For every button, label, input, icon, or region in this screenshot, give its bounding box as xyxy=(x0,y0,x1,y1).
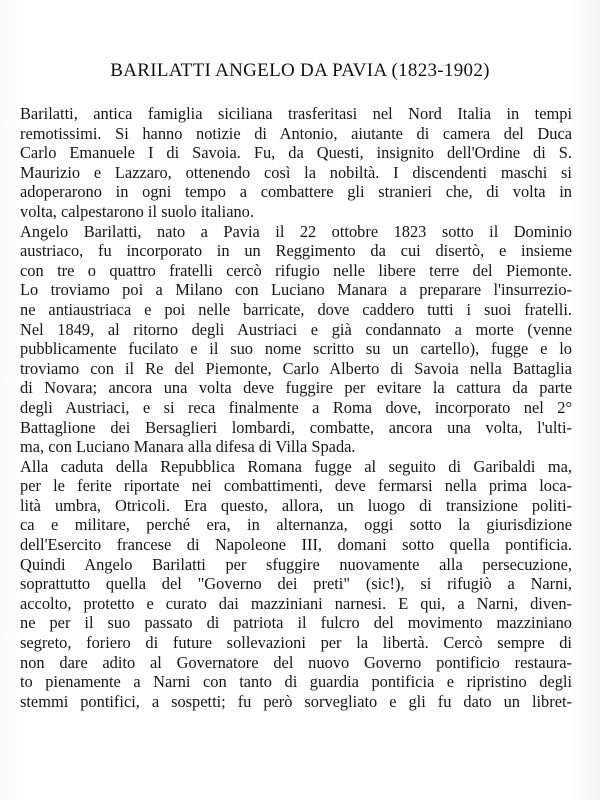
paragraph-3 xyxy=(20,457,572,712)
text-line: ne per il suo passato di patriota il fulcro del movimento mazziniano xyxy=(20,613,572,633)
body-text xyxy=(20,104,572,711)
text-line: non dare adito al Governatore del nuovo Governo pontificio restaura- xyxy=(20,652,572,672)
text-line: con tre o quattro fratelli cercò rifugio nelle libere terre del Piemonte. xyxy=(20,260,572,280)
text-line: Carlo Emanuele I di Savoia. Fu, da Questi, insignito dell'Ordine di S. xyxy=(20,143,572,163)
text-line: Barilatti, antica famiglia siciliana trasferitasi nel Nord Italia in tempi xyxy=(20,104,572,123)
text-line: degli Austriaci, e si reca finalmente a Roma dove, incorporato nel 2° xyxy=(20,397,572,417)
text-line: soprattutto quella del "Governo dei preti" (sic!), si rifugiò a Narni, xyxy=(20,574,572,594)
page-title: BARILATTI ANGELO DA PAVIA (1823-1902) xyxy=(110,60,490,81)
text-line: stemmi pontifici, a sospetti; fu però sorvegliato e gli fu dato un libret- xyxy=(20,691,572,711)
text-line: to pienamente a Narni con tanto di guardia pontificia e ripristino degli xyxy=(20,672,572,692)
text-line: volta, calpestarono il suolo italiano. xyxy=(20,201,254,221)
text-line: Maurizio e Lazzaro, ottenendo così la nobiltà. I discendenti maschi si xyxy=(20,162,572,182)
paragraph-2 xyxy=(20,222,572,457)
text-line: dell'Esercito francese di Napoleone III, domani sotto quella pontificia. xyxy=(20,535,572,555)
text-line: Angelo Barilatti, nato a Pavia il 22 ottobre 1823 sotto il Dominio xyxy=(20,221,572,241)
text-line: adoperarono in ogni tempo a combattere gli stranieri che, di volta in xyxy=(20,182,572,202)
text-line: Alla caduta della Repubblica Romana fugge al seguito di Garibaldi ma, xyxy=(20,456,572,476)
text-line: lità umbra, Otricoli. Era questo, allora, un luogo di transizione politi- xyxy=(20,495,572,515)
text-line: austriaco, fu incorporato in un Reggimento da cui disertò, e insieme xyxy=(20,241,572,261)
text-line: ca e militare, perché era, in alternanza, oggi sotto la giurisdizione xyxy=(20,515,572,535)
text-line: pubblicamente fucilato e il suo nome scritto su un cartello), fugge e lo xyxy=(20,339,572,359)
text-line: Lo troviamo poi a Milano con Luciano Manara a preparare l'insurrezio- xyxy=(20,280,572,300)
text-line: ne antiaustriaca e poi nelle barricate, dove caddero tutti i suoi fratelli. xyxy=(20,299,572,319)
text-line: Nel 1849, al ritorno degli Austriaci e già condannato a morte (venne xyxy=(20,319,572,339)
text-line: Battaglione dei Bersaglieri lombardi, combatte, ancora una volta, l'ulti- xyxy=(20,417,572,437)
text-line: ma, con Luciano Manara alla difesa di Villa Spada. xyxy=(20,437,356,457)
text-line: troviamo con il Re del Piemonte, Carlo Alberto di Savoia nella Battaglia xyxy=(20,358,572,378)
text-line: di Novara; ancora una volta deve fuggire per evitare la cattura da parte xyxy=(20,378,572,398)
text-line: accolto, protetto e curato dai mazziniani narnesi. E qui, a Narni, diven- xyxy=(20,593,572,613)
paragraph-1 xyxy=(20,104,572,222)
text-line: Quindi Angelo Barilatti per sfuggire nuovamente alla persecuzione, xyxy=(20,554,572,574)
text-line: segreto, foriero di future sollevazioni per la libertà. Cercò sempre di xyxy=(20,633,572,653)
text-line: per le ferite riportate nei combattimenti, deve fermarsi nella prima loca- xyxy=(20,476,572,496)
text-line: remotissimi. Si hanno notizie di Antonio, aiutante di camera del Duca xyxy=(20,123,572,143)
